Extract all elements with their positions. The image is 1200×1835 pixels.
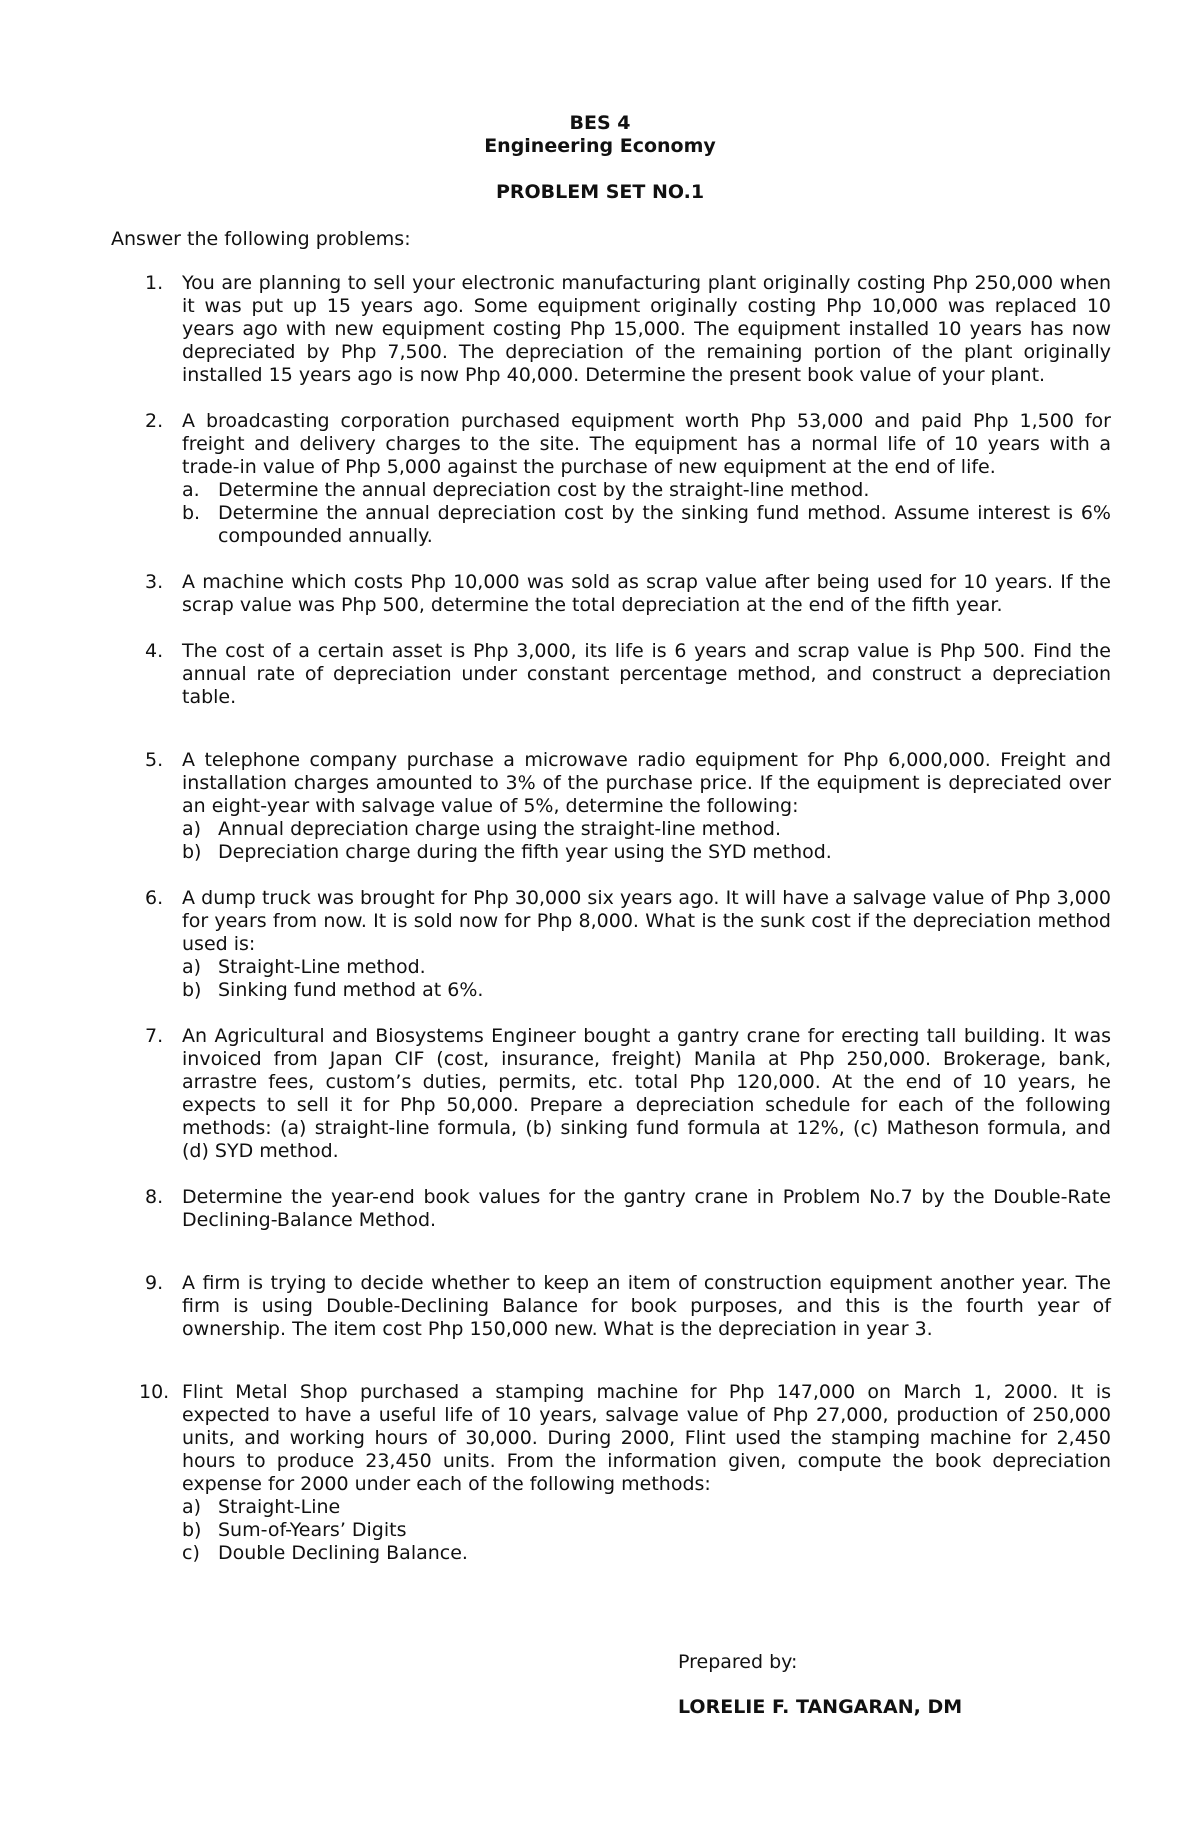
problem-set-title: PROBLEM SET NO.1 [495, 181, 705, 203]
course-title: Engineering Economy [484, 135, 716, 157]
sub-question [182, 1542, 1111, 1565]
course-code: BES 4 [569, 112, 631, 134]
sub-text: Double Declining Balance. [218, 1542, 468, 1564]
problem-list [111, 272, 1111, 1565]
problem-item [111, 1186, 1111, 1232]
sub-text: Straight-Line [218, 1496, 341, 1518]
sub-label: a. [182, 479, 200, 501]
problem-text: A dump truck was brought for Php 30,000 six years ago. It will have a salvage value of Php 3,000 for years from now. It is sold now for Php 8,000. What is the sunk cost if the depreciation method used is: [182, 887, 1111, 955]
sub-label: b) [182, 1519, 202, 1541]
problem-text: You are planning to sell your electronic manufacturing plant originally costing Php 250,000 when it was put up 15 years ago. Some equipment originally costing Php 10,000 was replaced 10 years ago with new equipment costing Php 15,000. The equipment installed 10 years has now depreciated by Php 7,500. The depreciation of the remaining portion of the plant originally installed 15 years ago is now Php 40,000. Determine the present book value of your plant. [182, 272, 1111, 386]
sub-question [182, 1519, 1111, 1542]
sub-question [182, 841, 1111, 864]
sub-label: a) [182, 818, 202, 840]
problem-number: 9. [145, 1272, 164, 1294]
problem-item [111, 749, 1111, 864]
sub-text: Sum-of-Years’ Digits [218, 1519, 407, 1541]
problem-number: 4. [145, 640, 164, 662]
problem-number: 5. [145, 749, 164, 771]
problem-item [111, 571, 1111, 617]
problem-number: 2. [145, 410, 164, 432]
problem-item [111, 272, 1111, 387]
problem-text: A firm is trying to decide whether to keep an item of construction equipment another year. The firm is using Double-Declining Balance for book purposes, and this is the fourth year of ownership. The item cost Php 150,000 new. What is the depreciation in year 3. [182, 1272, 1111, 1340]
sub-text: Sinking fund method at 6%. [218, 979, 484, 1001]
sub-question [182, 979, 1111, 1002]
sub-question [182, 479, 1111, 502]
problem-item [111, 887, 1111, 1002]
sub-label: b. [182, 502, 201, 524]
sub-text: Depreciation charge during the fifth year using the SYD method. [218, 841, 832, 863]
sub-label: a) [182, 956, 202, 978]
prepared-by-label: Prepared by: [678, 1651, 798, 1673]
problem-item [111, 410, 1111, 548]
problem-text: A telephone company purchase a microwave radio equipment for Php 6,000,000. Freight and installation charges amounted to 3% of the purchase price. If the equipment is depreciated over an eight-year with salvage value of 5%, determine the following: [182, 749, 1111, 817]
problem-item [111, 640, 1111, 709]
sub-question [182, 956, 1111, 979]
sub-label: a) [182, 1496, 202, 1518]
problem-number: 10. [139, 1381, 170, 1403]
author-name: LORELIE F. TANGARAN, DM [678, 1696, 963, 1718]
problem-text: A machine which costs Php 10,000 was sold as scrap value after being used for 10 years. If the scrap value was Php 500, determine the total depreciation at the end of the fifth year. [182, 571, 1111, 616]
problem-number: 3. [145, 571, 164, 593]
problem-text: The cost of a certain asset is Php 3,000, its life is 6 years and scrap value is Php 500. Find the annual rate of depreciation under constant percentage method, and construct a depreciation table. [182, 640, 1111, 708]
problem-number: 1. [145, 272, 164, 294]
problem-number: 7. [145, 1025, 164, 1047]
instructions: Answer the following problems: [111, 228, 411, 250]
sub-question [182, 1496, 1111, 1519]
problem-item [111, 1025, 1111, 1163]
sub-label: b) [182, 841, 202, 863]
sub-question [182, 502, 1111, 548]
sub-text: Determine the annual depreciation cost by the sinking fund method. Assume interest is 6% compounded annually. [218, 502, 1111, 547]
problem-text: An Agricultural and Biosystems Engineer bought a gantry crane for erecting tall building. It was invoiced from Japan CIF (cost, insurance, freight) Manila at Php 250,000. Brokerage, bank, arrastre fees, custom’s duties, permits, etc. total Php 120,000. At the end of 10 years, he expects to sell it for Php 50,000. Prepare a depreciation schedule for each of the following methods: (a) straight-line formula, (b) sinking fund formula at 12%, (c) Matheson formula, and (d) SYD method. [182, 1025, 1111, 1162]
sub-text: Straight-Line method. [218, 956, 426, 978]
sub-text: Determine the annual depreciation cost by the straight-line method. [218, 479, 870, 501]
problem-text: A broadcasting corporation purchased equipment worth Php 53,000 and paid Php 1,500 for freight and delivery charges to the site. The equipment has a normal life of 10 years with a trade-in value of Php 5,000 against the purchase of new equipment at the end of life. [182, 410, 1111, 478]
sub-question [182, 818, 1111, 841]
sub-label: b) [182, 979, 202, 1001]
problem-item [111, 1381, 1111, 1565]
problem-number: 6. [145, 887, 164, 909]
sub-text: Annual depreciation charge using the straight-line method. [218, 818, 781, 840]
problem-text: Determine the year-end book values for the gantry crane in Problem No.7 by the Double-Rate Declining-Balance Method. [182, 1186, 1111, 1231]
sub-label: c) [182, 1542, 200, 1564]
problem-text: Flint Metal Shop purchased a stamping machine for Php 147,000 on March 1, 2000. It is expected to have a useful life of 10 years, salvage value of Php 27,000, production of 250,000 units, and working hours of 30,000. During 2000, Flint used the stamping machine for 2,450 hours to produce 23,450 units. From the information given, compute the book depreciation expense for 2000 under each of the following methods: [182, 1381, 1111, 1495]
problem-number: 8. [145, 1186, 164, 1208]
problem-item [111, 1272, 1111, 1341]
